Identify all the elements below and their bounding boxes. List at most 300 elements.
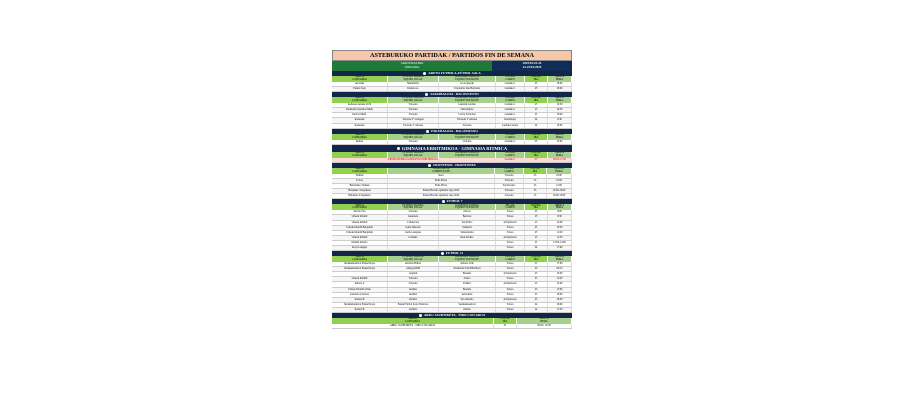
header-ordua-es: HORA xyxy=(555,169,563,173)
cell-ordua: 10:00 xyxy=(547,179,572,183)
header-zelaia-eu: ZELAIA xyxy=(505,204,515,207)
cell-ordua: 10:30 xyxy=(548,226,572,230)
cell-ordua: 17:30 xyxy=(548,308,572,312)
section-header xyxy=(332,145,572,152)
cell-zelaia: Landaka Solera xyxy=(496,124,525,128)
header-maila-eu: MAILA xyxy=(355,256,364,259)
section-title: FRONTENIS - FRONTONES xyxy=(433,162,476,167)
header-ordua-eu: ORDUA xyxy=(554,204,565,207)
cell-zelaia: Tolosa xyxy=(496,231,525,235)
header-maila-eu: MAILA xyxy=(355,97,364,100)
cell-etxeko: Gurutzeta xyxy=(388,215,439,219)
cell-maila: Umeak Infantil xyxy=(332,277,388,281)
cell-ordua: 10:00-16:00 xyxy=(547,194,572,198)
cell-zelaia: Tolosa xyxy=(496,226,525,230)
header-maila-eu: MAILA xyxy=(355,167,364,171)
header-eguna-es: DÍA xyxy=(533,206,539,210)
cell-zelaia: Art'ipuiaorio xyxy=(496,282,525,286)
header-kanpoko-es: EQUIPO VISITANTE xyxy=(455,78,479,81)
cell-ordua: 10:00 xyxy=(547,174,572,178)
cell-etxeko: Tolosatu 2º Anosua xyxy=(388,124,439,128)
cell-eguna: 25 xyxy=(525,272,548,276)
section-title: SASKIBALOIA - BALONCESTO xyxy=(430,92,479,97)
cell-kanpoko: Gu Legazpik xyxy=(439,82,496,86)
cell-zelaia: Tolosa xyxy=(496,246,525,250)
cell-maila: Kadete B xyxy=(332,298,388,302)
header-zelaia-es: CAMPO xyxy=(505,135,515,139)
cell-zelaia: Tolosa xyxy=(496,288,525,292)
cell-eguna: 25 xyxy=(494,324,517,328)
cell-maila: Senakumeentxat Euskal Kopa xyxy=(332,303,388,307)
cell-eguna: 24 xyxy=(525,303,548,307)
cell-ordua: 9:30 xyxy=(548,118,572,122)
header-etxeko-es: EQUIPO LOCAL xyxy=(403,135,423,139)
cell-zelaia: Tolosa xyxy=(496,303,525,307)
cell-maila: Alevín Txu xyxy=(332,210,388,214)
header-ordua-eu: ORDUA xyxy=(554,133,565,136)
cell-zelaia: Tolosa xyxy=(496,241,525,245)
cell-eguna: 25 xyxy=(525,103,548,107)
cell-maila: Kadeteak Gipuzkoa Mutu xyxy=(332,108,388,112)
cell-eguna: 25 xyxy=(525,210,548,214)
header-etxeko-es: EQUIPO LOCAL xyxy=(403,78,423,81)
cell-ordua: 15:00 xyxy=(548,288,572,292)
header-eguna-es: DÍA xyxy=(533,78,539,81)
ball-icon xyxy=(441,252,444,255)
header-kanpoko-eu: KANPOKO TALDEA xyxy=(455,97,479,100)
header-eguna-es: DÍA xyxy=(533,153,539,157)
cell-zelaia: Tolosa xyxy=(496,277,525,281)
header-kanpoko-eu: KANPOKO TALDEA xyxy=(455,133,479,136)
cell-ordua: 09:00-17:00 xyxy=(548,158,572,162)
cell-zelaia: Kurutziaga xyxy=(496,118,525,122)
ball-icon xyxy=(426,130,429,133)
cell-maila: Kopa Lezugua xyxy=(332,246,388,250)
cell-zelaia: Art'ipuiaorio xyxy=(496,236,525,240)
header-zelaia-es: CAMPO xyxy=(505,206,515,210)
cell-zelaia: Landaka 1 xyxy=(496,158,525,162)
header-ordua-es: HORA xyxy=(555,206,564,210)
cell-etxeko: Tolosatu xyxy=(388,210,439,214)
cell-maila: Infantil Arbieto xyxy=(332,241,388,245)
header-ordua-eu: ORDUA xyxy=(554,256,565,259)
cell-eguna: 25 xyxy=(525,108,548,112)
cell-maila: Euskal Liga xyxy=(332,87,388,91)
cell-etxeko: Tolosatu xyxy=(388,282,439,286)
header-kanpoko-eu: KANPOKO TALDEA xyxy=(455,204,479,207)
header-kanpoko-eu: KANPOKO TALDEA xyxy=(455,151,479,154)
cell-maila: Binakako Txapelketa xyxy=(332,194,388,198)
cell-maila: ARKU JAURTIKETA - TIRO CON ARCO xyxy=(332,324,494,328)
jornada-row xyxy=(332,61,572,71)
cell-zelaia: Tolosa xyxy=(496,308,525,312)
jornada-date-1: 2025/01/23-24 xyxy=(522,61,542,66)
header-zelaia-eu: ZELAIA xyxy=(505,97,515,100)
cell-eguna: 25 xyxy=(524,179,547,183)
header-maila-eu: MAILA xyxy=(355,133,364,136)
cell-eguna: 24 xyxy=(525,246,548,250)
cell-zelaia: Art'ipuiaorio xyxy=(496,298,525,302)
header-maila-es: CATEGORÍA xyxy=(352,169,367,173)
cell-ordua: 11:00 xyxy=(548,277,572,281)
cell-zelaia: Art'ipuiaorio xyxy=(496,221,525,225)
cell-etxeko: Azpietit xyxy=(388,272,439,276)
header-ordua-eu: ORDUA xyxy=(554,167,564,171)
cell-etxeko: Tolosatu xyxy=(388,277,439,281)
header-maila-es: CATEGORÍA xyxy=(352,135,367,139)
cell-ordua: 18:00 xyxy=(548,87,572,91)
header-eguna-eu: EGUNA xyxy=(530,167,540,171)
header-kanpoko-eu: KANPOKO TALDEA xyxy=(455,256,479,259)
header-eguna-eu: EGUNA xyxy=(531,256,541,259)
cell-kanpoko: Laketzik Gerrika xyxy=(439,103,496,107)
header-ordua-es: HORA xyxy=(555,99,564,103)
cell-etxeko: Ailerga KKH xyxy=(388,267,439,271)
cell-zelaia: Tolosatu xyxy=(495,189,524,193)
header-ordua-eu: ORDUA xyxy=(539,318,549,321)
cell-kanpoko: Arbieto Club xyxy=(439,262,496,266)
cell-kanpoko: Urretxu'ko Itsu Berriazta xyxy=(439,87,496,91)
header-etxeko-es: EQUIPO LOCAL xyxy=(403,258,423,262)
cell-maila: Txikiak xyxy=(332,174,388,178)
header-maila-es: CATEGORÍA xyxy=(405,320,420,323)
ball-icon xyxy=(397,147,400,150)
cell-eguna: 25 xyxy=(525,293,548,297)
cell-zelaia: Landaka 1 xyxy=(496,103,525,107)
cell-ordua: 10:00-16:00 xyxy=(547,189,572,193)
cell-etxeko: Tolosatu xyxy=(388,113,439,117)
cell-eguna: 25 xyxy=(525,82,548,86)
ball-icon xyxy=(419,314,422,317)
cell-maila: Berriatuko Txikiak xyxy=(332,184,388,188)
cell-zelaia: Tolosa xyxy=(496,210,525,214)
cell-maila: Umeak Infantil xyxy=(332,215,388,219)
cell-etxeko: Arrietxu Bilbao xyxy=(388,262,439,266)
cell-ordua: 11:30 xyxy=(548,236,572,240)
cell-etxeko: PROBA BERRIA GIMNASTA ERRITMIKOA xyxy=(388,157,438,161)
header-eguna-eu: EGUNA xyxy=(531,76,541,79)
cell-zelaia: Tolosa xyxy=(496,267,525,271)
cell-eguna: 25 xyxy=(525,288,548,292)
cell-eguna: 25 xyxy=(525,221,548,225)
section-title: FUTBOL 7 xyxy=(446,199,463,204)
cell-txapelketa: Euskal Herriko Quiniela Liga 2024 xyxy=(388,194,495,198)
cell-kanpoko xyxy=(439,241,496,245)
cell-maila: Banakako Txapelketa xyxy=(332,189,388,193)
section-title: ARETO FUTBOLA-FÚTBOL SALA xyxy=(428,71,481,75)
ball-icon xyxy=(442,200,445,203)
cell-etxeko: Tolosatu xyxy=(388,103,439,107)
cell-eguna: 25 xyxy=(525,241,548,245)
header-etxeko-eu: ETXEKO TALDEA xyxy=(402,76,424,79)
sections-container xyxy=(332,71,572,329)
header-etxeko-eu: ETXEKO TALDEA xyxy=(402,97,424,100)
cell-ordua: 16:00 xyxy=(548,293,572,297)
cell-maila: Juniors A xyxy=(332,282,388,286)
header-eguna-es: DÍA xyxy=(533,135,539,139)
cell-etxeko: Gulistar xyxy=(388,288,439,292)
cell-eguna: 25 xyxy=(525,140,548,144)
cell-eguna: 24 xyxy=(525,308,548,312)
ball-icon xyxy=(425,93,428,96)
header-ordua-es: HORA xyxy=(555,258,564,262)
ball-icon xyxy=(423,72,426,75)
cell-etxeko: Gulistar xyxy=(388,308,439,312)
header-zelaia-es: CAMPO xyxy=(505,258,515,262)
header-ordua-es: HORA xyxy=(555,78,564,81)
header-eguna-es: DÍA xyxy=(532,169,538,173)
cell-ordua: 9:30 xyxy=(548,215,572,219)
cell-etxeko: Iturbera A. xyxy=(388,87,439,91)
cell-kanpoko: Santurtzi xyxy=(439,226,496,230)
cell-etxeko: Tolosatu xyxy=(388,140,439,144)
cell-eguna: 24 xyxy=(525,118,548,122)
cell-maila: Juniors Mutil. xyxy=(332,113,388,117)
cell-ordua: 17:00 xyxy=(548,246,572,250)
header-ordua-eu: ORDUA xyxy=(554,76,565,79)
cell-eguna: 25 xyxy=(525,262,548,266)
jornada-label-eu: JARDUNALDIA xyxy=(400,61,424,66)
header-zelaia-es: CAMPO xyxy=(505,78,515,81)
cell-kanpoko xyxy=(439,158,496,162)
cell-ordua: 17:00 xyxy=(548,262,572,266)
cell-kanpoko: Uraburu xyxy=(439,140,496,144)
cell-eguna: 25 xyxy=(524,189,547,193)
cell-etxeko: C.Ruletona xyxy=(388,221,439,225)
header-ordua-eu: ORDUA xyxy=(554,97,565,100)
cell-zelaia: Landaka 1 xyxy=(496,113,525,117)
header-maila-es: CATEGORÍA xyxy=(352,258,367,262)
cell-txapelketa: Ikasi xyxy=(388,174,495,178)
jornada-label-es: JORNADA xyxy=(404,65,420,69)
header-maila-es: CATEGORÍA xyxy=(352,206,367,210)
cell-zelaia: Landaka 1 xyxy=(496,108,525,112)
cell-etxeko: Gulistar xyxy=(388,298,439,302)
jornada-date-2: 23-24/01/2025 xyxy=(522,65,542,69)
cell-maila: Kadeteak xyxy=(332,118,388,122)
ball-icon xyxy=(428,164,431,167)
cell-maila: Senakumeentxat Euskal Kopa xyxy=(332,267,388,271)
cell-eguna: 25 xyxy=(525,298,548,302)
cell-zelaia: Tolosatu xyxy=(495,174,524,178)
cell-kanpoko: Santurtzaitia xyxy=(439,231,496,235)
cell-etxeko: Euskal Futbol Kopa Nafarroa xyxy=(388,303,439,307)
cell-maila: Gazteak A Sarrera xyxy=(332,293,388,297)
cell-kanpoko: Ariasaiatu xyxy=(439,293,496,297)
cell-zelaia: Landaka 1 xyxy=(496,87,525,91)
section-title: ARKU JAURTIKETA - TIRO CON ARCO xyxy=(423,313,486,317)
cell-zelaia: Art'ipuiaorio xyxy=(496,272,525,276)
header-eguna-eu: EGUNA xyxy=(531,133,541,136)
cell-eguna: 24 xyxy=(525,124,548,128)
cell-eguna: 25 xyxy=(524,184,547,188)
header-kanpoko-es: EQUIPO VISITANTE xyxy=(455,153,479,157)
cell-zelaia: Tolosa xyxy=(496,262,525,266)
cell-txapelketa: Euba Pilota xyxy=(388,179,495,183)
cell-maila: Kadeteen neskak 2010 xyxy=(332,103,388,107)
cell-kanpoko: Pasidartiet S.R.P Berthola xyxy=(439,267,496,271)
cell-eguna: 25 xyxy=(525,226,548,230)
cell-maila xyxy=(332,272,388,276)
cell-eguna: 25 xyxy=(525,113,548,117)
cell-ordua: 12:00 xyxy=(548,140,572,144)
cell-txapelketa: Euba Pilota xyxy=(388,184,495,188)
cell-etxeko: Gulis Oikoetar xyxy=(388,226,439,230)
section-title: FUTBOL 11 xyxy=(445,251,464,256)
cell-maila: Umeak Infantil edizio xyxy=(332,288,388,292)
header-maila-eu: MAILA xyxy=(408,318,417,321)
cell-kanpoko: San Pedro xyxy=(439,221,496,225)
cell-kanpoko: Polikes xyxy=(439,282,496,286)
cell-kanpoko: Real Arbieto xyxy=(439,236,496,240)
cell-txapelketa: Euskal Herriko Quiniela Liga 2024 xyxy=(388,189,495,193)
header-etxeko-eu: ETXEKO TALDEA xyxy=(402,133,424,136)
cell-ordua: 12:00-13:00 xyxy=(548,241,572,245)
cell-kanpoko: Tolosatu 3º Anosua xyxy=(439,118,496,122)
header-zelaia-eu: ZELAIA xyxy=(504,167,514,171)
header-kanpoko-es: EQUIPO VISITANTE xyxy=(455,99,479,103)
cell-maila: Umeak Infantil xyxy=(332,236,388,240)
header-eguna-eu: EGUNA xyxy=(531,151,541,154)
header-maila-es: CATEGORÍA xyxy=(352,78,367,81)
cell-etxeko xyxy=(388,246,439,250)
cell-eguna: 25 xyxy=(525,277,548,281)
cell-eguna: 25 xyxy=(524,174,547,178)
header-maila-es: CATEGORÍA xyxy=(352,153,367,157)
cell-eguna: 25 xyxy=(525,282,548,286)
cell-etxeko: Landaka xyxy=(388,236,439,240)
header-eguna-eu: EGUNA xyxy=(531,204,541,207)
cell-zelaia: Tolosatu xyxy=(495,194,524,198)
cell-eguna: 25 xyxy=(525,87,548,91)
cell-ordua: 10:00 xyxy=(548,221,572,225)
header-kanpoko-es: EQUIPO VISITANTE xyxy=(455,206,479,210)
header-maila-eu: MAILA xyxy=(355,76,364,79)
header-etxeko-es: EQUIPO LOCAL xyxy=(403,99,423,103)
cell-zelaia: Tolosa xyxy=(496,215,525,219)
cell-kanpoko: Ostarregitxe xyxy=(439,108,496,112)
header-txapelketa-eu: TXAPELKETA xyxy=(432,167,450,171)
cell-ordua: 16:30 xyxy=(548,108,572,112)
schedule-sheet xyxy=(332,50,572,329)
header-etxeko-es: EQUIPO LOCAL xyxy=(403,153,423,157)
cell-maila: Kadeteak xyxy=(332,124,388,128)
cell-kanpoko: Lolola Soltxalou xyxy=(439,113,496,117)
cell-kanpoko: Berriatu xyxy=(439,215,496,219)
cell-etxeko: Gulis Lezugaza xyxy=(388,231,439,235)
cell-ordua: 10:30 xyxy=(548,103,572,107)
header-etxeko-eu: ETXEKO TALDEA xyxy=(402,256,424,259)
cell-eguna: 25 xyxy=(525,158,548,162)
cell-eguna: 25 xyxy=(525,215,548,219)
cell-ordua: 10:00 xyxy=(548,272,572,276)
cell-maila: Kadete xyxy=(332,140,388,144)
cell-zelaia: San Rosario xyxy=(495,184,524,188)
cell-kanpoko: Basaule xyxy=(439,288,496,292)
header-zelaia-es: CAMPO xyxy=(504,169,514,173)
cell-maila: Umeak Infantil Benjamin xyxy=(332,231,388,235)
cell-etxeko: Mendibeltz xyxy=(388,82,439,86)
header-ordua-es: HORA xyxy=(555,153,564,157)
header-zelaia-eu: ZELAIA xyxy=(505,256,515,259)
header-ordua-es: HORA xyxy=(540,320,548,323)
cell-maila: Umeak Infantil xyxy=(332,221,388,225)
cell-kanpoko: Zaarra xyxy=(439,277,496,281)
cell-kanpoko: Orioaa xyxy=(439,210,496,214)
cell-etxeko: Tolosatu xyxy=(388,108,439,112)
header-maila-eu: MAILA xyxy=(355,151,364,154)
header-zelaia-es: CAMPO xyxy=(505,99,515,103)
table-row xyxy=(332,324,572,329)
cell-ordua: 09:00- 14:00 xyxy=(517,324,572,328)
header-etxeko-es: EQUIPO LOCAL xyxy=(403,206,423,210)
header-eguna-es: DÍA xyxy=(502,320,508,323)
header-eguna-es: DÍA xyxy=(533,99,539,103)
cell-maila: Umeak Infantil Benjamin xyxy=(332,226,388,230)
header-maila-eu: MAILA xyxy=(355,204,364,207)
cell-ordua: 12:00 xyxy=(548,282,572,286)
header-zelaia-eu: ZELAIA xyxy=(505,151,515,154)
cell-maila xyxy=(332,158,388,162)
header-zelaia-eu: ZELAIA xyxy=(505,76,515,79)
cell-ordua: 09:15 xyxy=(548,267,572,271)
cell-etxeko: Gulistar xyxy=(388,293,439,297)
cell-etxeko: Tolosatu 2º Lezugua xyxy=(388,118,439,122)
section-title: ESKUBALOIA - BALONMANO xyxy=(431,128,478,133)
header-txapelketa-es: COMPETICIÓN xyxy=(432,169,450,173)
cell-ordua: 16:00 xyxy=(548,82,572,86)
cell-maila: Senakumeentxat Euskal Kopa xyxy=(332,262,388,266)
cell-zelaia: Tolosa xyxy=(496,293,525,297)
section-title: GIMNASIA ERRITMIKOA - GIMNASIA RITMICA xyxy=(401,145,508,151)
cell-eguna: 25 xyxy=(525,236,548,240)
cell-kanpoko xyxy=(439,246,496,250)
cell-eguna: 25 xyxy=(525,231,548,235)
cell-maila: Areatxus xyxy=(332,82,388,86)
cell-ordua: 11:00 xyxy=(548,231,572,235)
header-zelaia-eu: ZELAIA xyxy=(505,133,515,136)
cell-kanpoko: Senakumeentxat xyxy=(439,303,496,307)
cell-etxeko xyxy=(388,241,439,245)
cell-eguna: 25 xyxy=(524,194,547,198)
cell-eguna: 25 xyxy=(525,267,548,271)
header-kanpoko-es: EQUIPO VISITANTE xyxy=(455,135,479,139)
cell-zelaia: Tolosatu xyxy=(495,179,524,183)
header-eguna-es: DÍA xyxy=(533,258,539,262)
cell-zelaia: Landaka 1 xyxy=(496,82,525,86)
header-eguna-eu: EGUNA xyxy=(500,318,510,321)
cell-kanpoko: Basaule xyxy=(439,272,496,276)
header-ordua-es: HORA xyxy=(555,135,564,139)
cell-ordua: 9:00 xyxy=(548,210,572,214)
cell-ordua: 18:00 xyxy=(548,113,572,117)
header-etxeko-eu: ETXEKO TALDEA xyxy=(402,151,424,154)
header-ordua-eu: ORDUA xyxy=(554,151,565,154)
cell-maila: Tolosa xyxy=(332,179,388,183)
cell-ordua: 16:00 xyxy=(548,303,572,307)
header-zelaia-es: CAMPO xyxy=(505,153,515,157)
header-maila-es: CATEGORÍA xyxy=(352,99,367,103)
cell-ordua: 10:00 xyxy=(548,124,572,128)
header-kanpoko-es: EQUIPO VISITANTE xyxy=(455,258,479,262)
cell-kanpoko: San Antonio xyxy=(439,298,496,302)
header-etxeko-eu: ETXEKO TALDEA xyxy=(402,204,424,207)
header-eguna-eu: EGUNA xyxy=(531,97,541,100)
cell-kanpoko: Tolosatu xyxy=(439,124,496,128)
cell-maila: Kadete B xyxy=(332,308,388,312)
cell-zelaia: Landaka 1 xyxy=(496,140,525,144)
sheet-title: ASTEBURUKO PARTIDAK / PARTIDOS FIN DE SEMANA xyxy=(332,50,572,61)
